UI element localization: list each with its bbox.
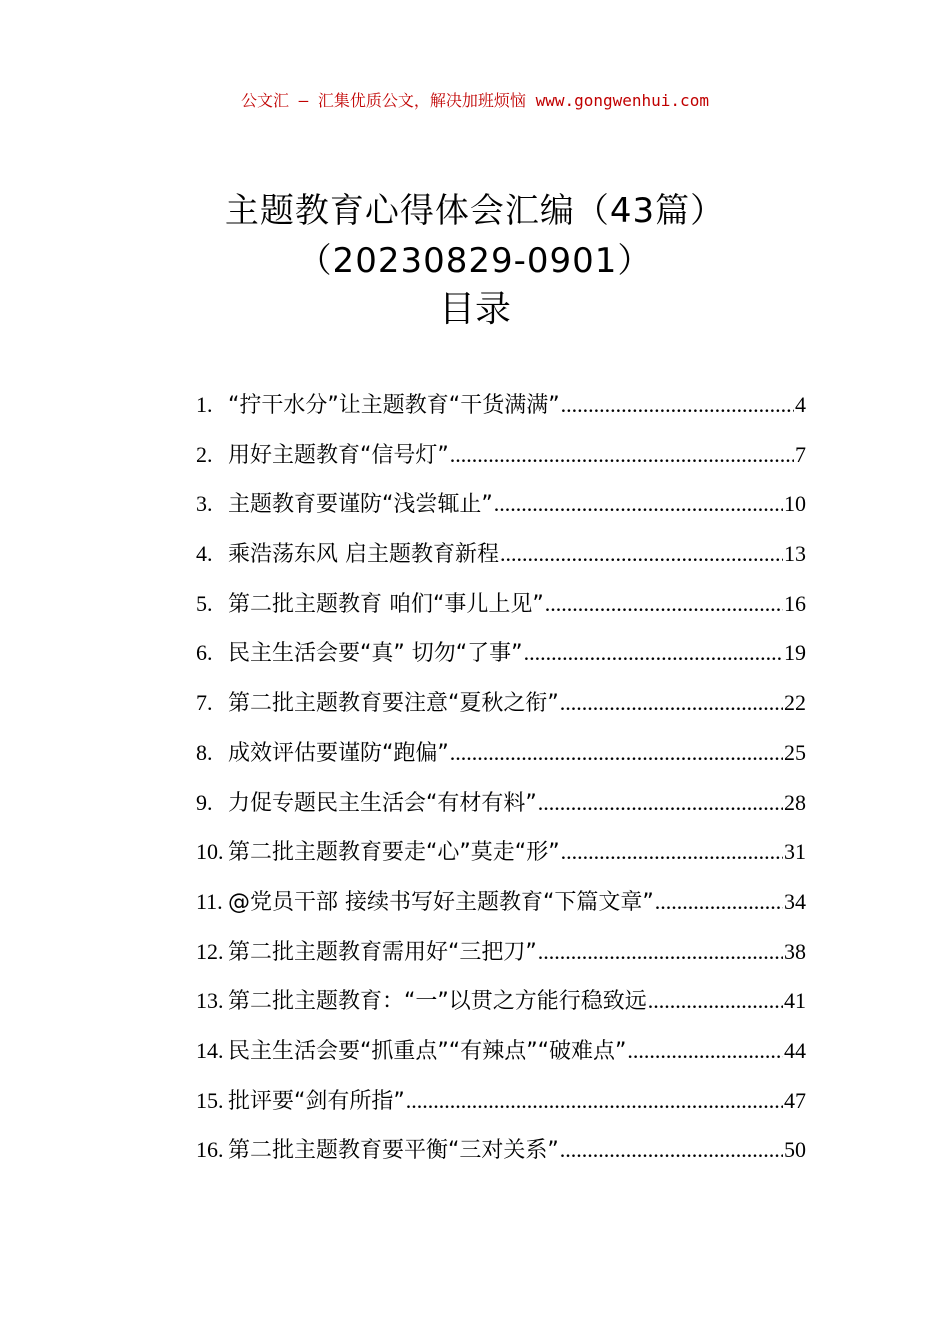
toc-entry-page-number: 16	[784, 590, 806, 616]
toc-entry-number: 5.	[196, 590, 213, 616]
toc-entry-number: 1.	[196, 392, 213, 417]
toc-entry-page-number: 44	[784, 1037, 806, 1063]
toc-entry-number: 13.	[196, 988, 224, 1014]
toc-dot-leader	[500, 541, 783, 567]
toc-entry-page-number: 19	[784, 640, 806, 666]
toc-entry-title: 民主生活会要“真” 切勿“了事”	[228, 641, 523, 667]
toc-entry[interactable]	[196, 835, 806, 885]
toc-entry-title: “拧干水分”让主题教育“干货满满”	[228, 393, 560, 418]
toc-entry-title: 乘浩荡东风 启主题教育新程	[228, 542, 499, 568]
toc-entry-page-number: 4	[795, 392, 806, 417]
toc-entry[interactable]	[196, 537, 806, 587]
toc-entry-number: 9.	[196, 789, 213, 815]
toc-entry-title: 民主生活会要“抓重点”“有辣点”“破难点”	[228, 1038, 627, 1064]
toc-dot-leader	[538, 790, 783, 816]
toc-entry-page-number: 7	[795, 441, 806, 467]
toc-entry-title: 主题教育要谨防“浅尝辄止”	[228, 492, 493, 518]
document-title: 主题教育心得体会汇编（43篇）（20230829-0901）	[224, 191, 726, 281]
toc-entry-number: 12.	[196, 938, 224, 964]
toc-dot-leader	[655, 889, 783, 915]
toc-entry-page-number: 28	[784, 789, 806, 815]
toc-entry-title: 力促专题民主生活会“有材有料”	[228, 790, 537, 816]
toc-entry-title: 成效评估要谨防“跑偏”	[228, 740, 449, 766]
toc-entry-page-number: 13	[784, 541, 806, 567]
toc-entry-number: 11.	[196, 888, 223, 914]
toc-entry[interactable]	[196, 885, 806, 935]
table-of-contents	[196, 388, 806, 1183]
toc-entry-title: 批评要“剑有所指”	[228, 1088, 405, 1114]
toc-entry-page-number: 47	[784, 1087, 806, 1113]
toc-dot-leader	[648, 988, 783, 1014]
toc-entry-number: 15.	[196, 1087, 224, 1113]
toc-entry-number: 6.	[196, 640, 213, 666]
toc-entry-title: 第二批主题教育：“一”以贯之方能行稳致远	[228, 989, 647, 1015]
toc-entry[interactable]	[196, 1034, 806, 1084]
toc-dot-leader	[450, 740, 783, 766]
toc-entry-page-number: 34	[784, 888, 806, 914]
toc-entry-number: 2.	[196, 441, 213, 467]
toc-entry-page-number: 41	[784, 988, 806, 1014]
toc-entry-page-number: 31	[784, 839, 806, 865]
toc-dot-leader	[545, 591, 783, 617]
toc-entry[interactable]	[196, 984, 806, 1034]
toc-entry[interactable]	[196, 1133, 806, 1183]
toc-entry-number: 3.	[196, 491, 213, 517]
toc-entry-title: 第二批主题教育 咱们“事儿上见”	[228, 591, 544, 617]
toc-entry-title: 用好主题教育“信号灯”	[228, 442, 449, 468]
toc-entry-title: 第二批主题教育要走“心”莫走“形”	[228, 840, 560, 866]
toc-entry-title: 第二批主题教育需用好“三把刀”	[228, 939, 537, 965]
toc-entry-page-number: 22	[784, 690, 806, 716]
toc-entry-title: @党员干部 接续书写好主题教育“下篇文章”	[228, 889, 654, 915]
toc-entry-number: 14.	[196, 1037, 224, 1063]
toc-entry-page-number: 50	[784, 1137, 806, 1163]
toc-entry-page-number: 25	[784, 739, 806, 765]
toc-entry-number: 10.	[196, 839, 224, 865]
toc-dot-leader	[561, 392, 794, 418]
toc-entry-page-number: 38	[784, 938, 806, 964]
toc-entry[interactable]	[196, 686, 806, 736]
toc-dot-leader	[538, 939, 783, 965]
toc-dot-leader	[450, 442, 794, 468]
toc-entry-number: 4.	[196, 541, 213, 567]
toc-entry[interactable]	[196, 1084, 806, 1134]
toc-entry-number: 16.	[196, 1137, 224, 1163]
toc-entry-number: 8.	[196, 739, 213, 765]
toc-heading: 目录	[438, 289, 511, 330]
toc-entry-title: 第二批主题教育要平衡“三对关系”	[228, 1138, 559, 1164]
toc-dot-leader	[627, 1038, 783, 1064]
toc-entry[interactable]	[196, 388, 806, 438]
toc-entry[interactable]	[196, 935, 806, 985]
toc-entry-page-number: 10	[784, 491, 806, 517]
toc-dot-leader	[406, 1088, 783, 1114]
watermark-header: 公文汇 — 汇集优质公文，解决加班烦恼 www.gongwenhui.com	[241, 91, 709, 110]
toc-entry[interactable]	[196, 438, 806, 488]
toc-entry[interactable]	[196, 587, 806, 637]
toc-dot-leader	[560, 1137, 783, 1163]
toc-dot-leader	[494, 491, 783, 517]
toc-entry[interactable]	[196, 736, 806, 786]
toc-entry[interactable]	[196, 487, 806, 537]
toc-entry-number: 7.	[196, 690, 213, 716]
toc-entry[interactable]	[196, 636, 806, 686]
toc-entry-title: 第二批主题教育要注意“夏秋之衔”	[228, 691, 559, 717]
toc-dot-leader	[524, 640, 783, 666]
toc-entry[interactable]	[196, 786, 806, 836]
toc-dot-leader	[561, 839, 783, 865]
toc-dot-leader	[560, 690, 783, 716]
